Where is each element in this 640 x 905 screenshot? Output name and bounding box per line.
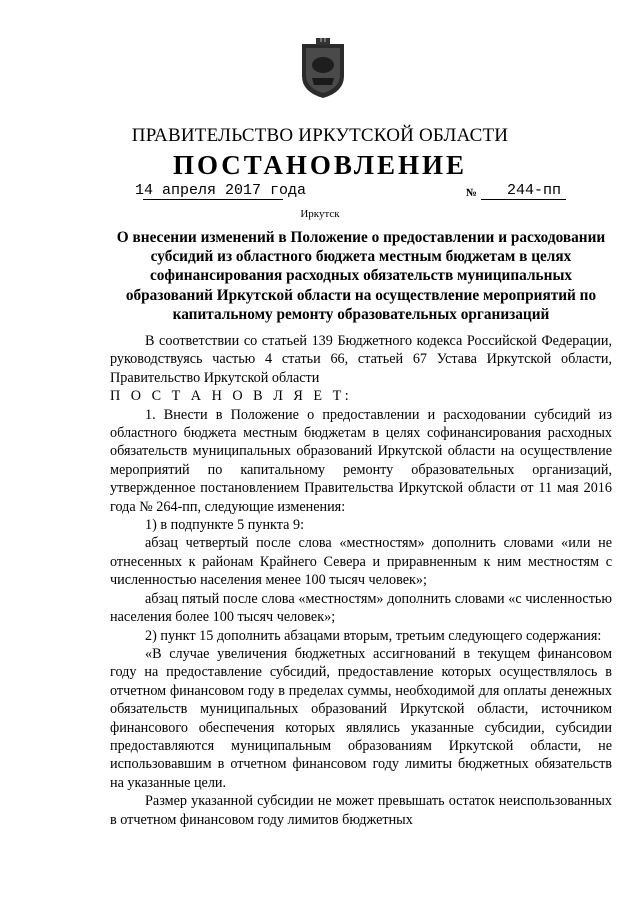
preamble-paragraph: В соответствии со статьей 139 Бюджетного кодекса Российской Федерации, руководствуясь частью 4 статьи 66, статьей 67 Устава Иркутской области, Правительство Иркутской области xyxy=(110,333,612,386)
document-body xyxy=(110,332,612,829)
body-paragraph: 2) пункт 15 дополнить абзацами вторым, третьим следующего содержания: xyxy=(145,627,602,644)
document-type: ПОСТАНОВЛЕНИЕ xyxy=(172,150,468,180)
coat-of-arms-emblem xyxy=(300,38,346,100)
body-paragraph: Размер указанной субсидии не может превышать остаток неиспользованных в отчетном финансовом году лимитов бюджетных xyxy=(110,793,612,828)
number-sign: № xyxy=(466,187,478,199)
document-number: 244-пп xyxy=(507,182,562,199)
city-name: Иркутск xyxy=(300,208,340,220)
body-paragraph: абзац пятый после слова «местностям» дополнить словами «с численностью населения более 100 тысяч человек»; xyxy=(110,590,612,626)
body-paragraph: 1. Внести в Положение о предоставлении и расходовании субсидий из областного бюджета местным бюджетам в целях софинансирования расходных обязательств муниципальных образований Иркутской области на осуществление мероприятий по капитальному ремонту образовательных организаций, утвержденное постановлением Правительства Иркутской области от 11 мая 2016 года № 264-пп, следующие изменения: xyxy=(110,406,612,515)
authority-name: ПРАВИТЕЛЬСТВО ИРКУТСКОЙ ОБЛАСТИ xyxy=(131,125,509,146)
body-paragraph: 1) в подпункте 5 пункта 9: xyxy=(145,517,305,534)
decree-word: П О С Т А Н О В Л Я Е Т: xyxy=(110,388,353,405)
document-title: О внесении изменений в Положение о предоставлении и расходовании субсидий из областного бюджета местным бюджетам в целях софинансирования расходных обязательств муниципальных образований Иркутской области на осуществление мероприятий по капитальному ремонту образовательных организаций xyxy=(116,229,606,323)
document-date: 14 апреля 2017 года xyxy=(135,182,307,199)
number-underline xyxy=(481,199,566,200)
date-underline xyxy=(143,199,283,200)
body-paragraph: абзац четвертый после слова «местностям» дополнить словами «или не отнесенных к районам Крайнего Севера и приравненным к ним местностям с численностью населения менее 100 тысяч человек»; xyxy=(110,535,612,589)
body-paragraph: «В случае увеличения бюджетных ассигнований в текущем финансовом году на предоставление субсидий, предоставление которых осуществлялось в отчетном финансовом году в пределах суммы, необходимой для оплаты денежных обязательств муниципальных образований Иркутской области, источником финансового обеспечения которых являлись указанные субсидии, субсидии предоставляются муниципальным образованиям Иркутской области, не использовавшим в отчетном финансовом году лимиты бюджетных обязательств на указанные цели. xyxy=(110,645,612,791)
